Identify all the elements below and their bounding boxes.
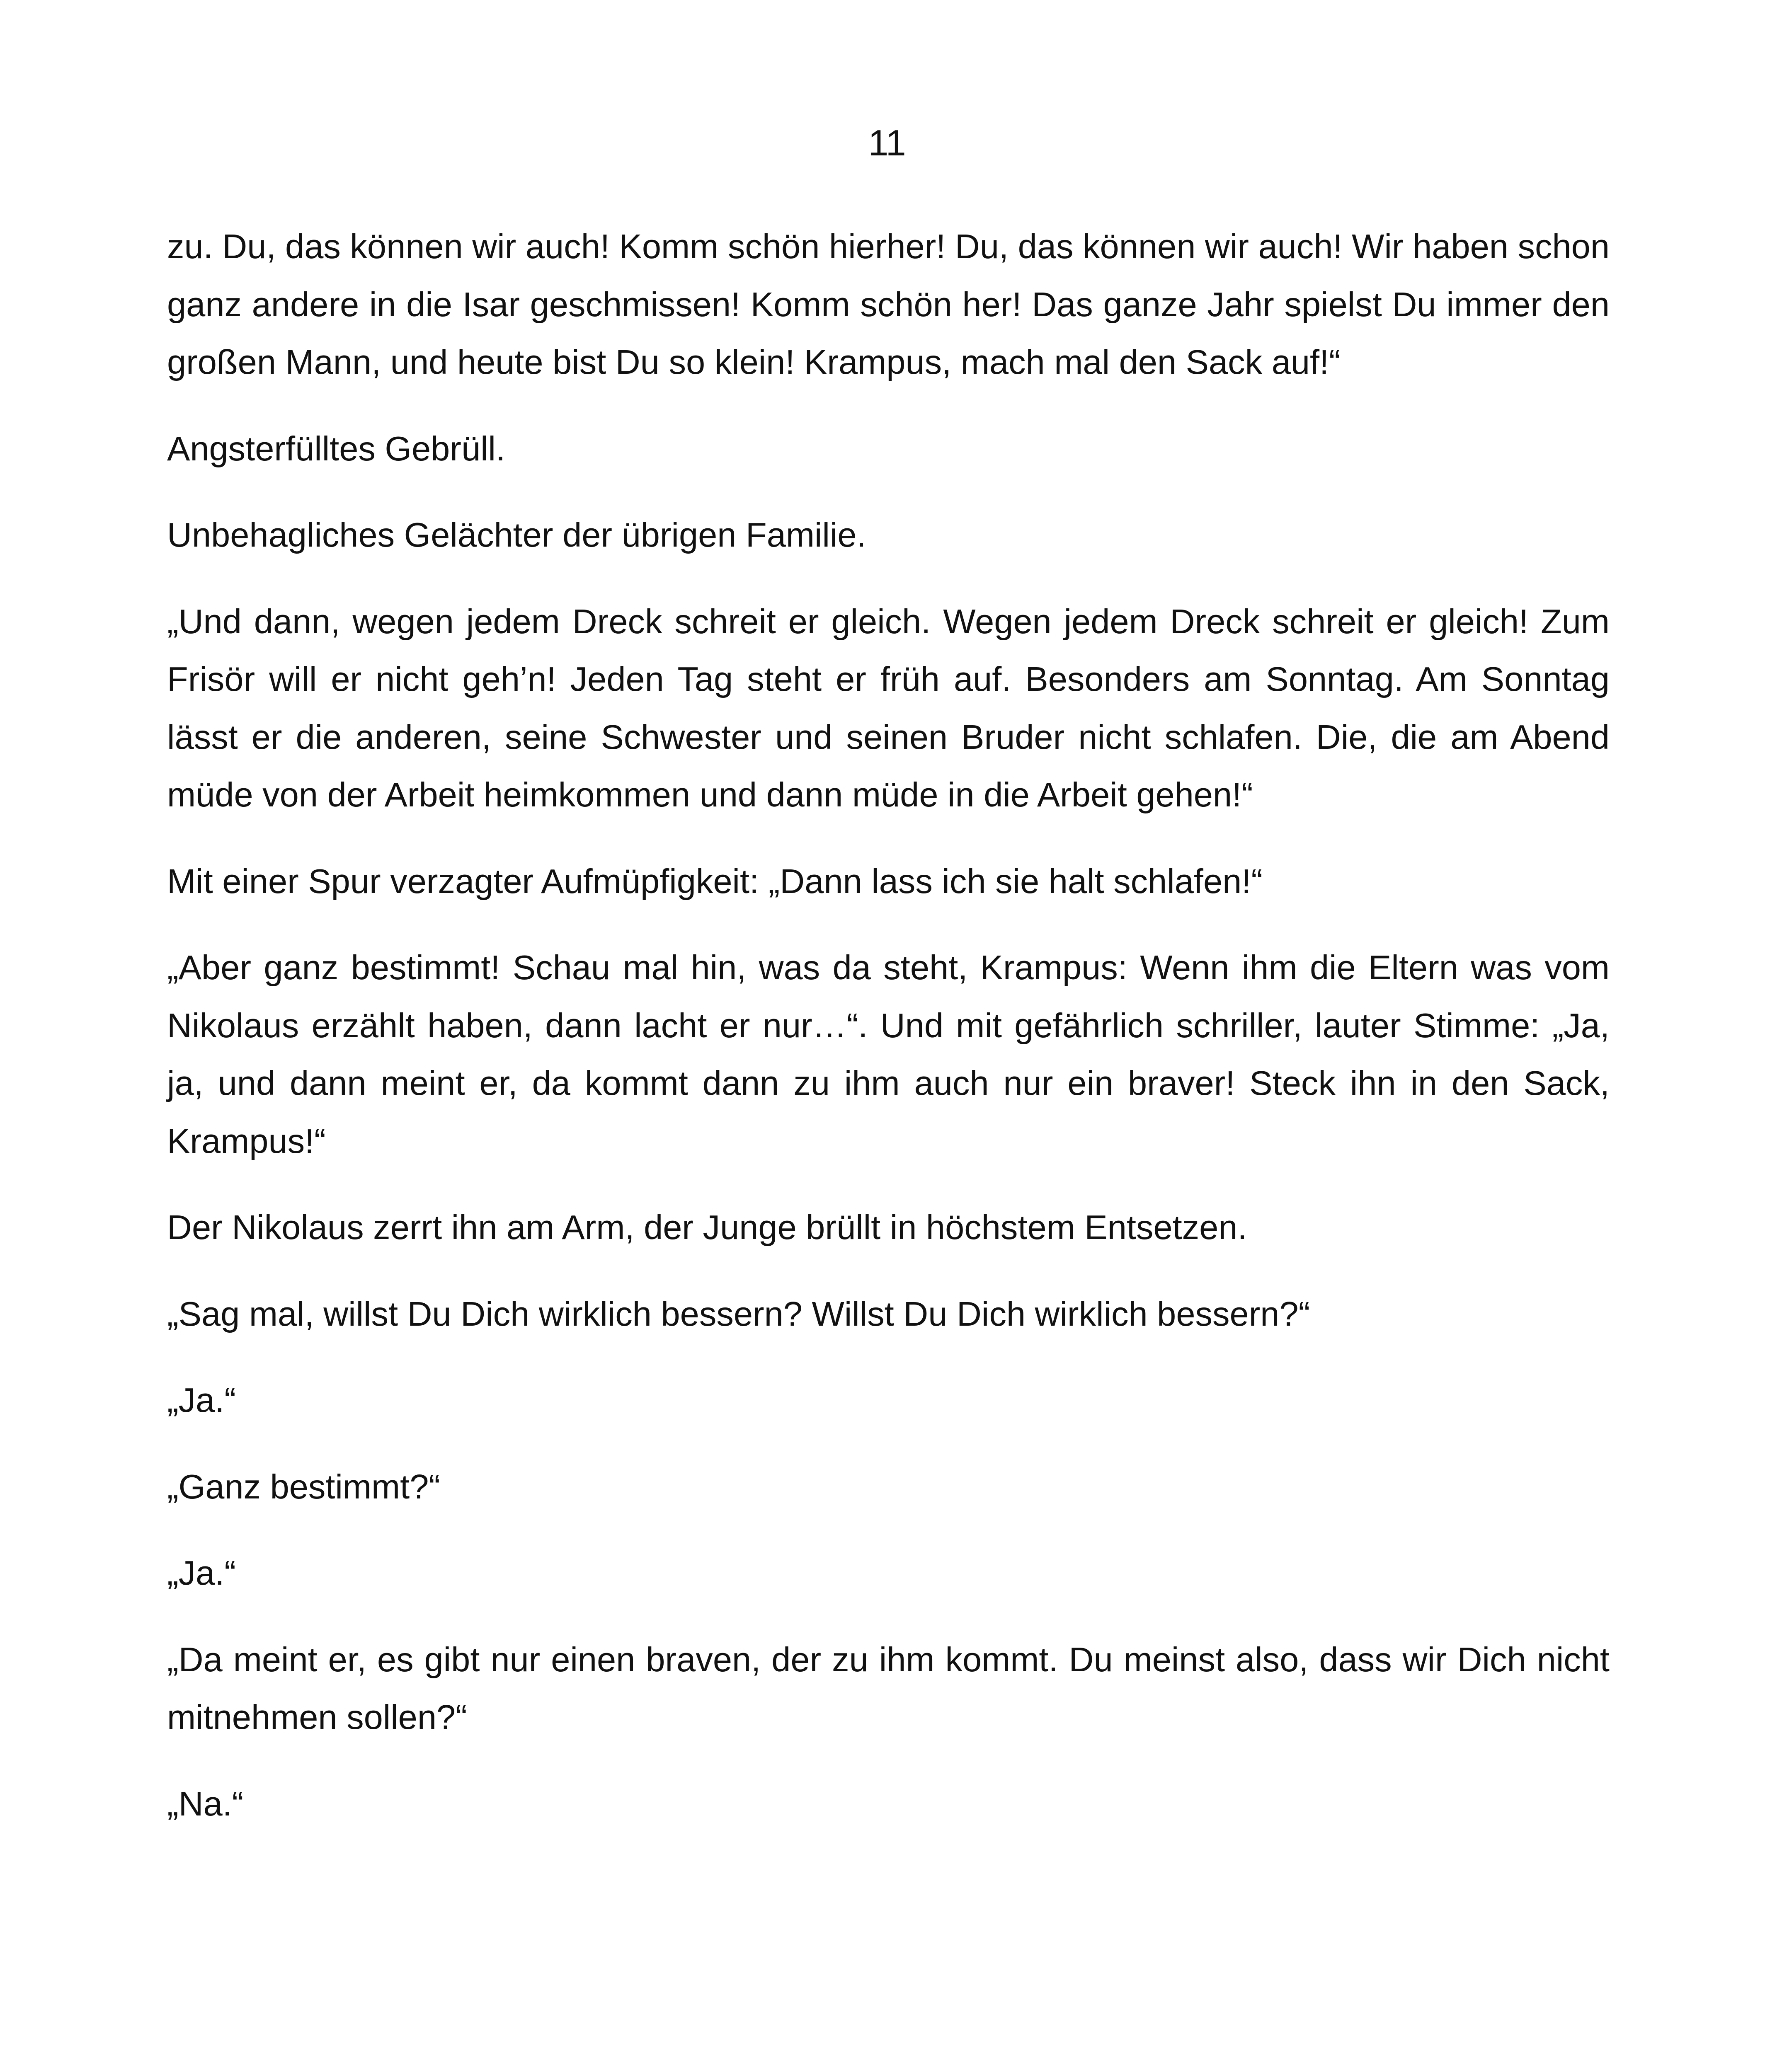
paragraph: „Ja.“ (167, 1554, 236, 1592)
body-text (167, 218, 1610, 1861)
paragraph: „Und dann, wegen jedem Dreck schreit er gleich. Wegen jedem Dreck schreit er gleich! Zum Frisör will er nicht geh’n! Jeden Tag steht er früh auf. Besonders am Sonntag. Am Sonntag lässt er die anderen, seine Schwester und seinen Bruder nicht schlafen. Die, die am Abend müde von der Arbeit heimkommen und dann müde in die Arbeit gehen!“ (167, 602, 1610, 814)
paragraph: Unbehagliches Gelächter der übrigen Familie. (167, 516, 866, 554)
paragraph: „Ja.“ (167, 1381, 236, 1419)
paragraph: „Sag mal, willst Du Dich wirklich bessern? Willst Du Dich wirklich bessern?“ (167, 1294, 1310, 1333)
paragraph: Mit einer Spur verzagter Aufmüpfigkeit: „Dann lass ich sie halt schlafen!“ (167, 862, 1263, 900)
paragraph: „Na.“ (167, 1784, 244, 1823)
paragraph: „Ganz bestimmt?“ (167, 1467, 441, 1506)
paragraph: Der Nikolaus zerrt ihn am Arm, der Junge brüllt in höchstem Entsetzen. (167, 1208, 1247, 1247)
paragraph: „Aber ganz bestimmt! Schau mal hin, was da steht, Krampus: Wenn ihm die Eltern was vom Nikolaus erzählt haben, dann lacht er nur…“. Und mit gefährlich schriller, lauter Stimme: „Ja, ja, und dann meint er, da kommt dann zu ihm auch nur ein braver! Steck ihn in den Sack, Krampus!“ (167, 948, 1610, 1160)
paragraph: „Da meint er, es gibt nur einen braven, der zu ihm kommt. Du meinst also, dass wir Dich nicht mitnehmen sollen?“ (167, 1640, 1610, 1736)
page-number: 11 (868, 122, 906, 163)
paragraph: Angsterfülltes Gebrüll. (167, 429, 506, 468)
paragraph: zu. Du, das können wir auch! Komm schön hierher! Du, das können wir auch! Wir haben schon ganz andere in die Isar geschmissen! Komm schön her! Das ganze Jahr spielst Du immer den großen Mann, und heute bist Du so klein! Krampus, mach mal den Sack auf!“ (167, 227, 1610, 381)
